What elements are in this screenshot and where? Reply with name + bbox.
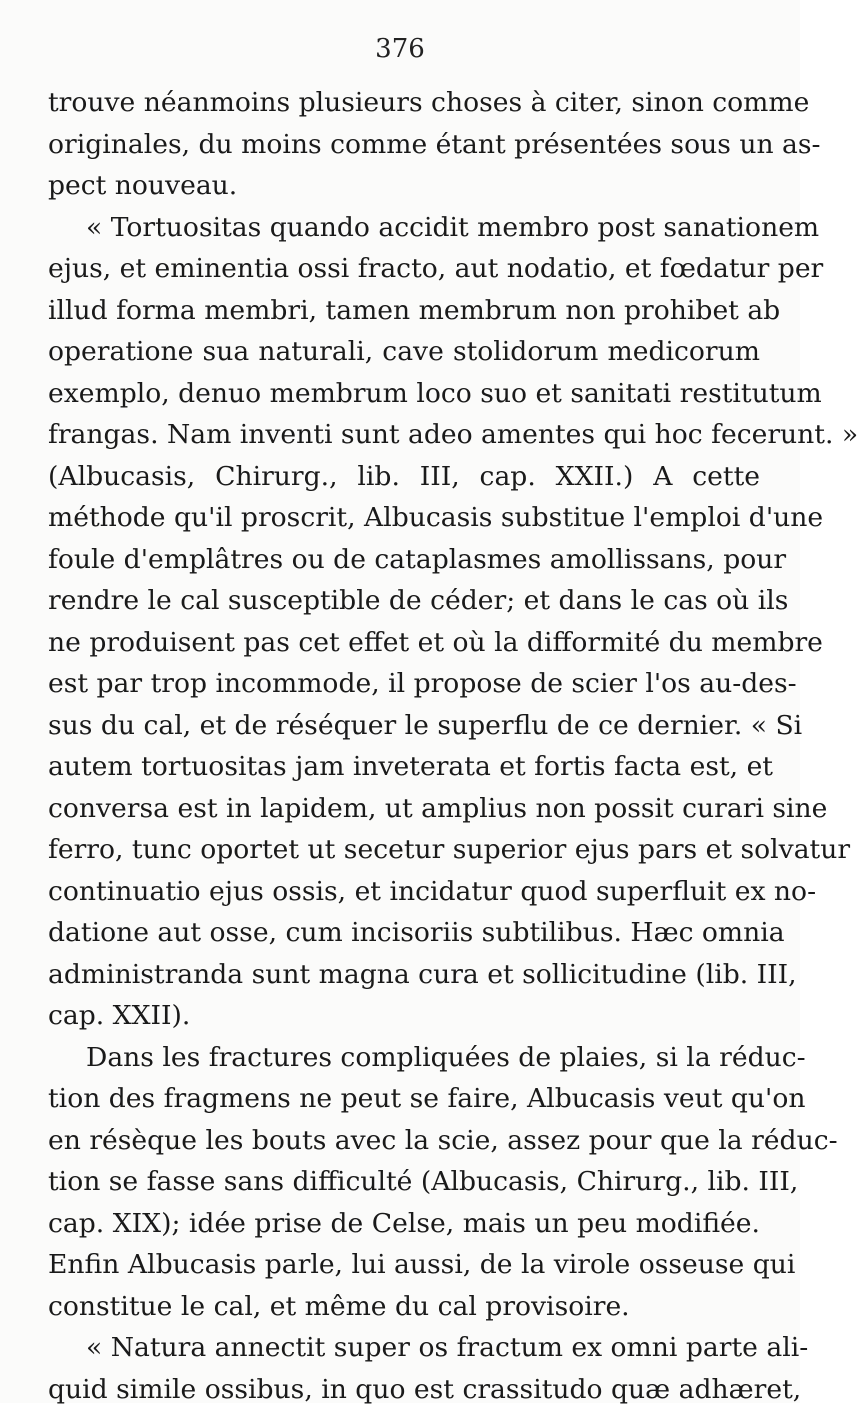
text-line: exemplo, denuo membrum loco suo et sanitati restitutum xyxy=(48,373,760,415)
text-line: autem tortuositas jam inveterata et fortis facta est, et xyxy=(48,746,760,788)
text-line: constitue le cal, et même du cal provisoire. xyxy=(48,1286,760,1328)
text-line: frangas. Nam inventi sunt adeo amentes qui hoc fecerunt. » xyxy=(48,414,760,456)
text-line: tion des fragmens ne peut se faire, Albucasis veut qu'on xyxy=(48,1078,760,1120)
text-line: (Albucasis, Chirurg., lib. III, cap. XXII.) A cette xyxy=(48,456,760,498)
text-line: en résèque les bouts avec la scie, assez pour que la réduc- xyxy=(48,1120,760,1162)
text-line: méthode qu'il proscrit, Albucasis substitue l'emploi d'une xyxy=(48,497,760,539)
text-line: administranda sunt magna cura et sollicitudine (lib. III, xyxy=(48,954,760,996)
text-line: illud forma membri, tamen membrum non prohibet ab xyxy=(48,290,760,332)
text-line: rendre le cal susceptible de céder; et dans le cas où ils xyxy=(48,580,760,622)
text-line: Dans les fractures compliquées de plaies, si la réduc- xyxy=(48,1037,760,1079)
text-line: ejus, et eminentia ossi fracto, aut nodatio, et fœdatur per xyxy=(48,248,760,290)
text-line: trouve néanmoins plusieurs choses à citer, sinon comme xyxy=(48,82,760,124)
text-line: pect nouveau. xyxy=(48,165,760,207)
text-line: tion se fasse sans difficulté (Albucasis, Chirurg., lib. III, xyxy=(48,1161,760,1203)
text-line: est par trop incommode, il propose de scier l'os au-des- xyxy=(48,663,760,705)
text-line: datione aut osse, cum incisoriis subtilibus. Hæc omnia xyxy=(48,912,760,954)
text-line: ferro, tunc oportet ut secetur superior ejus pars et solvatur xyxy=(48,829,760,871)
page-number: 376 xyxy=(0,34,800,64)
text-line: continuatio ejus ossis, et incidatur quod superfluit ex no- xyxy=(48,871,760,913)
body-text xyxy=(48,82,760,1410)
text-line: cap. XXII). xyxy=(48,995,760,1037)
text-line: cap. XIX); idée prise de Celse, mais un peu modifiée. xyxy=(48,1203,760,1245)
text-line: sus du cal, et de réséquer le superflu de ce dernier. « Si xyxy=(48,705,760,747)
text-line: « Tortuositas quando accidit membro post sanationem xyxy=(48,207,760,249)
text-line: operatione sua naturali, cave stolidorum medicorum xyxy=(48,331,760,373)
text-line: conversa est in lapidem, ut amplius non possit curari sine xyxy=(48,788,760,830)
text-line: quid simile ossibus, in quo est crassitudo quæ adhæret, xyxy=(48,1369,760,1410)
text-line: foule d'emplâtres ou de cataplasmes amollissans, pour xyxy=(48,539,760,581)
text-line: ne produisent pas cet effet et où la difformité du membre xyxy=(48,622,760,664)
text-line: « Natura annectit super os fractum ex omni parte ali- xyxy=(48,1327,760,1369)
text-line: Enfin Albucasis parle, lui aussi, de la virole osseuse qui xyxy=(48,1244,760,1286)
text-line: originales, du moins comme étant présentées sous un as- xyxy=(48,124,760,166)
